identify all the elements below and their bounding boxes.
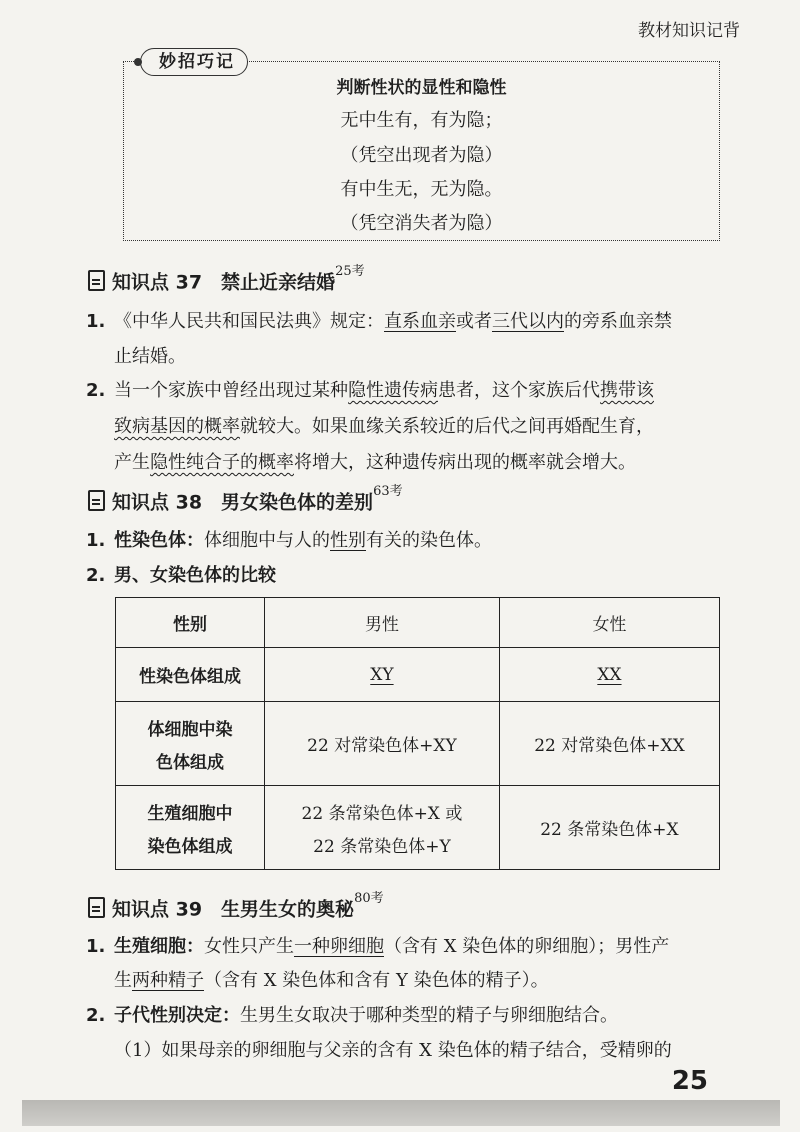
table-row — [116, 702, 720, 786]
notebook-icon — [88, 897, 105, 918]
footer-bar — [22, 1100, 780, 1126]
tip-title: 判断性状的显性和隐性 — [336, 78, 507, 98]
exam-count: 80考 — [354, 891, 384, 906]
table-row — [116, 598, 720, 648]
table-cell: 22 对常染色体+XY — [265, 702, 500, 786]
exam-count: 63考 — [373, 484, 403, 499]
running-header: 教材知识记背 — [638, 21, 740, 41]
paragraph: 1. 《中华人民共和国民法典》规定：直系血亲或者三代以内的旁系血亲禁 — [86, 311, 672, 332]
tip-badge: 妙招巧记 — [140, 48, 248, 76]
paragraph: 2. 男、女染色体的比较 — [86, 565, 276, 586]
table-header-cell: 女性 — [499, 598, 719, 648]
table-cell: 性染色体组成 — [116, 648, 265, 702]
table-cell: 体细胞中染 色体组成 — [116, 702, 265, 786]
table-row — [116, 786, 720, 870]
table-cell: 生殖细胞中 染色体组成 — [116, 786, 265, 870]
paragraph: 2. 当一个家族中曾经出现过某种隐性遗传病患者，这个家族后代携带该 — [86, 380, 654, 401]
section-heading-37: 知识点 37 禁止近亲结婚$^{25考}$ — [88, 266, 365, 294]
table-cell: XX — [499, 648, 719, 702]
tip-line: 无中生有，有为隐； — [340, 110, 503, 131]
table-cell: XY — [265, 648, 500, 702]
paragraph: 1. 生殖细胞：女性只产生一种卵细胞（含有 X 染色体的卵细胞）；男性产 — [86, 936, 670, 957]
paragraph: 产生隐性纯合子的概率将增大，这种遗传病出现的概率就会增大。 — [114, 452, 636, 473]
table-row — [116, 648, 720, 702]
notebook-icon — [88, 490, 105, 511]
section-heading-39: 知识点 39 生男生女的奥秘$^{80考}$ — [88, 893, 384, 921]
paragraph: 1. 性染色体：体细胞中与人的性别有关的染色体。 — [86, 530, 492, 551]
paragraph: 2. 子代性别决定：生男生女取决于哪种类型的精子与卵细胞结合。 — [86, 1005, 618, 1026]
table-cell: 22 条常染色体+X 或 22 条常染色体+Y — [265, 786, 500, 870]
table-cell: 22 对常染色体+XX — [499, 702, 719, 786]
tip-line: （凭空出现者为隐） — [340, 145, 503, 166]
table-header-cell: 男性 — [265, 598, 500, 648]
paragraph: 止结婚。 — [114, 346, 186, 367]
table-header-cell: 性别 — [116, 598, 265, 648]
paragraph: 致病基因的概率就较大。如果血缘关系较近的后代之间再婚配生育， — [114, 416, 654, 437]
tip-line: 有中生无，无为隐。 — [340, 179, 503, 200]
tip-line: （凭空消失者为隐） — [340, 213, 503, 234]
notebook-icon — [88, 270, 105, 291]
section-heading-38: 知识点 38 男女染色体的差别$^{63考}$ — [88, 486, 403, 514]
paragraph: 生两种精子（含有 X 染色体和含有 Y 染色体的精子）。 — [114, 970, 549, 991]
table-cell: 22 条常染色体+X — [499, 786, 719, 870]
chromosome-comparison-table — [115, 597, 720, 870]
exam-count: 25考 — [335, 264, 365, 279]
paragraph: （1）如果母亲的卵细胞与父亲的含有 X 染色体的精子结合，受精卵的 — [114, 1040, 672, 1061]
page-number: 25 — [671, 1066, 708, 1096]
